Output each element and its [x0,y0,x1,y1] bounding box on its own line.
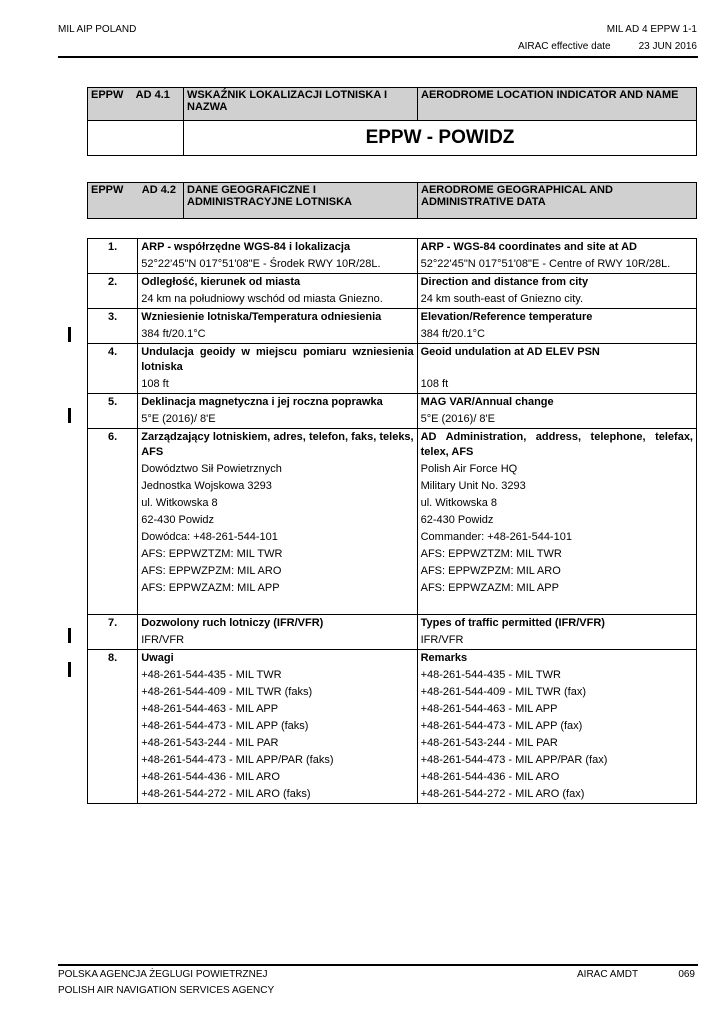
item-heading-pl: Undulacja geoidy w miejscu pomiaru wzniesienia lotniska [138,344,417,377]
item-value-pl: 384 ft/20.1°C [138,326,417,344]
table-row [88,786,697,804]
item-number: 4. [88,344,138,377]
item-value-pl: IFR/VFR [138,632,417,650]
table-row [88,394,697,412]
item-value-pl: Jednostka Wojskowa 3293 [138,478,417,495]
item-number-cell [88,769,138,786]
item-number-cell [88,701,138,718]
item-number-cell [88,478,138,495]
item-number-cell [88,786,138,804]
item-value-pl: +48-261-544-473 - MIL APP (faks) [138,718,417,735]
item-value-en: +48-261-544-409 - MIL TWR (fax) [417,684,696,701]
item-value-pl: 52°22'45"N 017°51'08"E - Środek RWY 10R/28L. [138,256,417,274]
item-number-cell [88,529,138,546]
item-number-cell [88,291,138,309]
header-airac [490,41,697,52]
item-value-pl: Dowództwo Sił Powietrznych [138,461,417,478]
section-ad41-blank [88,121,184,156]
item-value-en: +48-261-544-473 - MIL APP/PAR (fax) [417,752,696,769]
item-value-pl: +48-261-544-436 - MIL ARO [138,769,417,786]
footer-amdt: AIRAC AMDT [577,969,639,980]
item-heading-en: Elevation/Reference temperature [417,309,696,327]
section-ad42-title-pl: DANE GEOGRAFICZNE I ADMINISTRACYJNE LOTNISKA [184,183,418,219]
table-row [88,769,697,786]
airac-date: 23 JUN 2016 [638,41,697,52]
item-heading-pl: Deklinacja magnetyczna i jej roczna poprawka [138,394,417,412]
table-row [88,411,697,429]
change-bar [68,327,71,342]
item-number-cell [88,580,138,597]
table-row [88,597,697,615]
item-value-pl: ul. Witkowska 8 [138,495,417,512]
table-row [88,529,697,546]
table-row [88,546,697,563]
item-number-cell [88,597,138,615]
section-ad41-table [87,87,697,156]
item-heading-en: MAG VAR/Annual change [417,394,696,412]
table-row [88,429,697,462]
table-row [88,752,697,769]
section-ad41-title-en: AERODROME LOCATION INDICATOR AND NAME [418,88,697,121]
change-bar [68,662,71,677]
item-number-cell [88,376,138,394]
header-doc-name: MIL AIP POLAND [58,24,137,35]
item-number-cell [88,411,138,429]
item-heading-pl: ARP - współrzędne WGS-84 i lokalizacja [138,239,417,257]
item-number-cell [88,563,138,580]
table-row [88,376,697,394]
item-heading-en: AD Administration, address, telephone, telefax, telex, AFS [417,429,696,462]
table-row [88,667,697,684]
section-ad42-table [87,182,697,219]
item-number-cell [88,495,138,512]
item-number: 1. [88,239,138,257]
item-value-en: +48-261-544-435 - MIL TWR [417,667,696,684]
item-number-cell [88,752,138,769]
item-value-pl: AFS: EPPWZTZM: MIL TWR [138,546,417,563]
item-value-en: 52°22'45"N 017°51'08"E - Centre of RWY 10R/28L. [417,256,696,274]
table-row [88,632,697,650]
item-number-cell [88,256,138,274]
footer-org-en: POLISH AIR NAVIGATION SERVICES AGENCY [58,985,275,996]
table-row [88,274,697,292]
table-row [88,615,697,633]
item-heading-pl: Dozwolony ruch lotniczy (IFR/VFR) [138,615,417,633]
airac-label: AIRAC effective date [517,41,611,52]
item-value-en: +48-261-544-473 - MIL APP (fax) [417,718,696,735]
aerodrome-name: EPPW - POWIDZ [184,121,697,156]
item-value-en: 62-430 Powidz [417,512,696,529]
item-value-en: AFS: EPPWZAZM: MIL APP [417,580,696,597]
item-number-cell [88,667,138,684]
item-value-en: +48-261-543-244 - MIL PAR [417,735,696,752]
item-value-en: AFS: EPPWZTZM: MIL TWR [417,546,696,563]
item-value-en: Polish Air Force HQ [417,461,696,478]
item-value-en: 108 ft [417,376,696,394]
table-row [88,461,697,478]
item-number-cell [88,326,138,344]
table-row [88,326,697,344]
section-ad41-code: EPPW AD 4.1 [88,88,184,121]
section-ad42-title-en: AERODROME GEOGRAPHICAL AND ADMINISTRATIVE DATA [418,183,697,219]
footer-amdt-number: 069 [678,969,695,980]
item-number: 2. [88,274,138,292]
item-number: 8. [88,650,138,668]
item-value-pl: 5°E (2016)/ 8'E [138,411,417,429]
item-number: 5. [88,394,138,412]
section-ad41-title-pl: WSKAŹNIK LOKALIZACJI LOTNISKA I NAZWA [184,88,418,121]
change-bar [68,408,71,423]
table-row [88,256,697,274]
item-number: 3. [88,309,138,327]
table-row [88,563,697,580]
item-heading-pl: Odległość, kierunek od miasta [138,274,417,292]
item-value-en: +48-261-544-272 - MIL ARO (fax) [417,786,696,804]
table-row [88,684,697,701]
item-value-en: +48-261-544-436 - MIL ARO [417,769,696,786]
item-value-en: Military Unit No. 3293 [417,478,696,495]
table-row [88,718,697,735]
section-ad41-header [88,88,697,121]
table-row [88,735,697,752]
item-value-en: 384 ft/20.1°C [417,326,696,344]
table-row [88,495,697,512]
item-heading-pl: Zarządzający lotniskiem, adres, telefon, faks, teleks, AFS [138,429,417,462]
item-number: 7. [88,615,138,633]
item-value-en [417,597,696,615]
item-number-cell [88,512,138,529]
table-row [88,512,697,529]
item-value-en: IFR/VFR [417,632,696,650]
footer-org-pl: POLSKA AGENCJA ŻEGLUGI POWIETRZNEJ [58,969,268,980]
item-value-pl: +48-261-544-272 - MIL ARO (faks) [138,786,417,804]
item-heading-en: Geoid undulation at AD ELEV PSN [417,344,696,377]
item-value-pl: +48-261-544-463 - MIL APP [138,701,417,718]
item-heading-en: Remarks [417,650,696,668]
table-row [88,650,697,668]
item-number-cell [88,684,138,701]
item-value-en: +48-261-544-463 - MIL APP [417,701,696,718]
item-number: 6. [88,429,138,462]
table-row [88,478,697,495]
item-value-pl: 108 ft [138,376,417,394]
item-heading-pl: Wzniesienie lotniska/Temperatura odniesienia [138,309,417,327]
item-value-en: AFS: EPPWZPZM: MIL ARO [417,563,696,580]
aerodrome-data-table [87,238,697,804]
item-value-pl: 24 km na południowy wschód od miasta Gniezno. [138,291,417,309]
table-row [88,309,697,327]
item-value-en: 24 km south-east of Gniezno city. [417,291,696,309]
item-number-cell [88,718,138,735]
section-ad42-code: EPPW AD 4.2 [88,183,184,219]
item-value-pl: 62-430 Powidz [138,512,417,529]
item-value-pl: +48-261-544-473 - MIL APP/PAR (faks) [138,752,417,769]
item-heading-pl: Uwagi [138,650,417,668]
item-number-cell [88,546,138,563]
header-page-id: MIL AD 4 EPPW 1-1 [606,24,697,35]
table-row [88,291,697,309]
item-number-cell [88,632,138,650]
item-value-pl: +48-261-544-435 - MIL TWR [138,667,417,684]
section-ad42-header [88,183,697,219]
item-value-en: Commander: +48-261-544-101 [417,529,696,546]
item-heading-en: ARP - WGS-84 coordinates and site at AD [417,239,696,257]
item-value-pl: Dowódca: +48-261-544-101 [138,529,417,546]
footer-rule [58,964,698,966]
table-row [88,580,697,597]
item-value-pl [138,597,417,615]
item-value-pl: +48-261-544-409 - MIL TWR (faks) [138,684,417,701]
change-bar [68,628,71,643]
table-row [88,344,697,377]
item-value-pl: AFS: EPPWZAZM: MIL APP [138,580,417,597]
table-row [88,239,697,257]
item-value-pl: AFS: EPPWZPZM: MIL ARO [138,563,417,580]
item-value-pl: +48-261-543-244 - MIL PAR [138,735,417,752]
table-row [88,701,697,718]
item-heading-en: Types of traffic permitted (IFR/VFR) [417,615,696,633]
item-number-cell [88,461,138,478]
item-heading-en: Direction and distance from city [417,274,696,292]
item-number-cell [88,735,138,752]
header-rule [58,56,698,58]
item-value-en: ul. Witkowska 8 [417,495,696,512]
item-value-en: 5°E (2016)/ 8'E [417,411,696,429]
